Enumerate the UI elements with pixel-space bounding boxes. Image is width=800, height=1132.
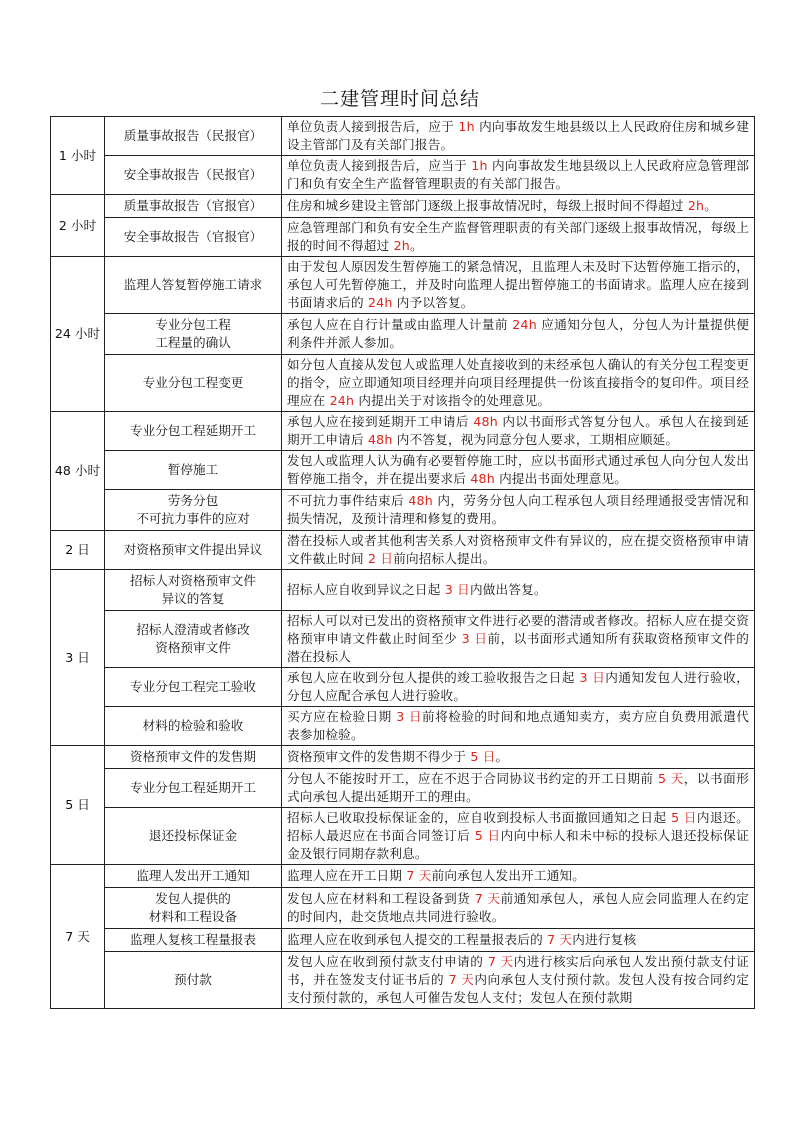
item-cell <box>105 156 282 195</box>
item-cell <box>105 314 282 355</box>
description-text: 监理人应在开工日期 <box>287 868 407 883</box>
deadline-highlight: 24h <box>329 393 355 408</box>
deadline-highlight: 2h <box>687 198 705 213</box>
item-cell <box>105 769 282 808</box>
description-text: 内向承包人支付预付款。发包人没有按合同约定支付预付款的，承包人可催告发包人支付；发包人在预付款期 <box>287 972 750 1005</box>
description-cell <box>282 451 755 490</box>
table-row <box>51 412 755 451</box>
item-line: 发包人提供的 <box>155 891 231 906</box>
description-text: 单位负责人接到报告后，应当于 <box>287 158 472 173</box>
description-text: 内向事故发生地县级以上人民政府应急管理部门和负有安全生产监督管理职责的有关部门报告。 <box>287 158 749 191</box>
description-text: 。 <box>704 198 718 213</box>
description-text: 内进行核实后向承包人发出预付款支付证书，并在签发支付证书后的 <box>287 954 749 987</box>
deadline-highlight: 2 日 <box>367 551 394 566</box>
description-cell <box>282 611 755 668</box>
item-line: 工程量的确认 <box>155 335 231 350</box>
deadline-highlight: 7 天 <box>474 891 501 906</box>
description-cell <box>282 952 755 1009</box>
item-cell <box>105 531 282 570</box>
deadline-highlight: 1h <box>471 158 488 173</box>
item-line: 质量事故报告（官报官） <box>123 198 263 213</box>
deadline-highlight: 5 日 <box>470 749 496 764</box>
item-line: 对资格预审文件提出异议 <box>123 542 263 557</box>
item-cell <box>105 865 282 888</box>
description-text: 不可抗力事件结束后 <box>287 493 409 508</box>
description-cell <box>282 707 755 746</box>
deadline-highlight: 5 日 <box>474 828 501 843</box>
description-text: 承包人应在自行计量或由监理人计量前 <box>287 317 513 332</box>
period-cell: 24 小时 <box>51 257 105 412</box>
item-cell <box>105 611 282 668</box>
description-text: 单位负责人接到报告后，应于 <box>287 119 459 134</box>
item-line: 暂停施工 <box>167 462 219 477</box>
description-cell <box>282 490 755 531</box>
item-line: 安全事故报告（官报官） <box>123 229 263 244</box>
item-line: 劳务分包 <box>167 493 219 508</box>
item-cell <box>105 929 282 952</box>
deadline-highlight: 7 天 <box>448 972 475 987</box>
description-text: 内通知发包人进行验收，分包人应配合承包人进行验收。 <box>287 670 749 703</box>
table-row <box>51 769 755 808</box>
period-cell: 3 日 <box>51 570 105 746</box>
item-cell <box>105 952 282 1009</box>
description-text: 招标人已收取投标保证金的，应自收到投标人书面撤回通知之日起 <box>287 810 672 825</box>
description-text: 内退还。招标人最迟应在书面合同签订后 <box>287 810 749 843</box>
table-row <box>51 490 755 531</box>
description-text: 招标人可以对已发出的资格预审文件进行必要的潜清或者修改。招标人应在提交资格预审申请文件截止时间至少 <box>287 613 749 646</box>
description-cell <box>282 531 755 570</box>
description-cell <box>282 865 755 888</box>
description-cell <box>282 668 755 707</box>
item-cell <box>105 707 282 746</box>
description-cell <box>282 570 755 611</box>
description-cell <box>282 888 755 929</box>
period-cell: 7 天 <box>51 865 105 1009</box>
description-text: 潜在投标人或者其他利害关系人对资格预审文件有异议的，应在提交资格预审申请文件截止时间 <box>287 533 749 566</box>
table-row <box>51 218 755 257</box>
item-line: 资格预审文件 <box>155 640 231 655</box>
description-text: 承包人应在收到分包人提供的竣工验收报告之日起 <box>287 670 580 685</box>
description-text: 发包人应在收到预付款支付申请的 <box>287 954 488 969</box>
description-text: 买方应在检验日期 <box>287 709 397 724</box>
item-line: 专业分包工程完工验收 <box>130 679 256 694</box>
time-summary-table <box>50 116 755 1009</box>
description-text: 内以书面形式答复分包人。承包人在接到延期开工申请后 <box>287 414 749 447</box>
item-line: 专业分包工程延期开工 <box>130 780 256 795</box>
description-cell <box>282 117 755 156</box>
item-line: 质量事故报告（民报官） <box>123 128 263 143</box>
description-text: 应通知分包人，分包人为计量提供便利条件并派人参加。 <box>287 317 750 350</box>
item-cell <box>105 195 282 218</box>
table-row <box>51 355 755 412</box>
table-row <box>51 156 755 195</box>
item-line: 监理人发出开工通知 <box>136 868 250 883</box>
deadline-highlight: 24h <box>367 295 393 310</box>
item-line: 异议的答复 <box>161 591 225 606</box>
item-line: 专业分包工程延期开工 <box>130 423 256 438</box>
table-row <box>51 808 755 865</box>
description-text: 内予以答复。 <box>392 295 474 310</box>
deadline-highlight: 2h <box>393 238 410 253</box>
table-row <box>51 668 755 707</box>
item-cell <box>105 218 282 257</box>
description-text: 资格预审文件的发售期不得少于 <box>287 749 471 764</box>
description-text: 内不答复，视为同意分包人要求，工期相应顺延。 <box>392 432 679 447</box>
description-text: 分包人不能按时开工，应在不迟于合同协议书约定的开工日期前 <box>287 771 659 786</box>
item-line: 专业分包工程 <box>155 317 231 332</box>
table-row <box>51 888 755 929</box>
table-row <box>51 570 755 611</box>
deadline-highlight: 7 天 <box>487 954 514 969</box>
table-row <box>51 929 755 952</box>
item-cell <box>105 570 282 611</box>
description-text: ，以书面形式向承包人提出延期开工的理由。 <box>287 771 749 804</box>
item-cell <box>105 117 282 156</box>
item-line: 招标人对资格预审文件 <box>130 573 256 588</box>
description-text: 内提出书面处理意见。 <box>494 471 628 486</box>
item-line: 材料和工程设备 <box>148 909 238 924</box>
deadline-highlight: 3 日 <box>444 582 470 597</box>
description-text: 由于发包人原因发生暂停施工的紧急情况，且监理人未及时下达暂停施工指示的，承包人可先暂停施工，并及时向监理人提出暂停施工的书面请求。监理人应在接到书面请求后的 <box>287 259 749 310</box>
table-row <box>51 257 755 314</box>
table-row <box>51 531 755 570</box>
table-row <box>51 314 755 355</box>
description-text: 。 <box>409 238 423 253</box>
item-line: 招标人澄清或者修改 <box>136 622 250 637</box>
description-cell <box>282 769 755 808</box>
description-text: 前向承包人发出开工通知。 <box>431 868 586 883</box>
item-line: 退还投标保证金 <box>148 828 238 843</box>
description-text: 前向招标人提出。 <box>393 551 496 566</box>
description-text: 。 <box>495 749 509 764</box>
deadline-highlight: 7 天 <box>547 932 573 947</box>
item-cell <box>105 490 282 531</box>
description-cell <box>282 929 755 952</box>
table-row <box>51 451 755 490</box>
description-cell <box>282 257 755 314</box>
item-line: 监理人答复暂停施工请求 <box>123 277 263 292</box>
description-text: 发包人或监理人认为确有必要暂停施工时，应以书面形式通过承包人向分包人发出暂停施工指令，并在提出要求后 <box>287 453 749 486</box>
item-cell <box>105 668 282 707</box>
item-line: 安全事故报告（民报官） <box>123 167 263 182</box>
table-row <box>51 865 755 888</box>
table-body <box>51 117 755 1009</box>
description-cell <box>282 808 755 865</box>
item-line: 不可抗力事件的应对 <box>136 511 250 526</box>
description-text: 住房和城乡建设主管部门逐级上报事故情况时，每级上报时间不得超过 <box>287 198 688 213</box>
item-cell <box>105 888 282 929</box>
description-text: 前将检验的时间和地点通知卖方，卖方应自负费用派遣代表参加检验。 <box>287 709 750 742</box>
description-text: 内提出关于对该指令的处理意见。 <box>354 393 551 408</box>
deadline-highlight: 1h <box>458 119 475 134</box>
description-text: 发包人应在材料和工程设备到货 <box>287 891 475 906</box>
item-cell <box>105 257 282 314</box>
item-cell <box>105 808 282 865</box>
document-title: 二建管理时间总结 <box>319 88 480 110</box>
table-row <box>51 952 755 1009</box>
deadline-highlight: 5 天 <box>658 771 684 786</box>
item-line: 专业分包工程变更 <box>142 375 244 390</box>
deadline-highlight: 48h <box>408 493 433 508</box>
item-line: 预付款 <box>174 972 212 987</box>
item-cell <box>105 746 282 769</box>
item-line: 材料的检验和验收 <box>142 718 244 733</box>
table-row <box>51 707 755 746</box>
period-cell: 5 日 <box>51 746 105 865</box>
description-cell <box>282 195 755 218</box>
deadline-highlight: 48h <box>470 471 495 486</box>
table-row <box>51 611 755 668</box>
deadline-highlight: 7 天 <box>406 868 432 883</box>
period-cell: 48 小时 <box>51 412 105 531</box>
item-cell <box>105 412 282 451</box>
deadline-highlight: 24h <box>512 317 537 332</box>
deadline-highlight: 3 日 <box>396 709 423 724</box>
deadline-highlight: 3 日 <box>461 631 488 646</box>
description-cell <box>282 412 755 451</box>
deadline-highlight: 3 日 <box>579 670 606 685</box>
description-cell <box>282 746 755 769</box>
description-text: 招标人应自收到异议之日起 <box>287 582 445 597</box>
description-cell <box>282 218 755 257</box>
description-text: 如分包人直接从发包人或监理人处直接收到的未经承包人确认的有关分包工程变更的指令，应立即通知项目经理并向项目经理提供一份该直接指令的复印件。项目经理应在 <box>287 357 749 408</box>
description-text: 内向事故发生地县级以上人民政府住房和城乡建设主管部门及有关部门报告。 <box>287 119 749 152</box>
description-cell <box>282 314 755 355</box>
description-text: 内做出答复。 <box>469 582 547 597</box>
description-cell <box>282 156 755 195</box>
description-text: 前，以书面形式通知所有获取资格预审文件的潜在投标人 <box>287 631 749 664</box>
description-text: 应急管理部门和负有安全生产监督管理职责的有关部门逐级上报事故情况，每级上报的时间不得超过 <box>287 220 749 253</box>
period-cell: 2 小时 <box>51 195 105 257</box>
item-cell <box>105 451 282 490</box>
item-line: 资格预审文件的发售期 <box>130 749 256 764</box>
description-text: 内进行复核 <box>572 932 637 947</box>
deadline-highlight: 48h <box>367 432 393 447</box>
item-cell <box>105 355 282 412</box>
deadline-highlight: 5 日 <box>671 810 697 825</box>
description-text: 监理人应在收到承包人提交的工程量报表后的 <box>287 932 548 947</box>
period-cell: 2 日 <box>51 531 105 570</box>
table-row <box>51 117 755 156</box>
table-row <box>51 195 755 218</box>
description-text: 承包人应在接到延期开工申请后 <box>287 414 474 429</box>
deadline-highlight: 48h <box>473 414 498 429</box>
item-line: 监理人复核工程量报表 <box>130 932 256 947</box>
description-text: 内向中标人和未中标的投标人退还投标保证金及银行同期存款利息。 <box>287 828 749 861</box>
description-text: 前通知承包人，承包人应会同监理人在约定的时间内，赴交货地点共同进行验收。 <box>287 891 749 924</box>
description-text: 内，劳务分包人向工程承包人项目经理通报受害情况和损失情况，及预计清理和修复的费用。 <box>287 493 749 526</box>
description-cell <box>282 355 755 412</box>
period-cell: 1 小时 <box>51 117 105 195</box>
table-row <box>51 746 755 769</box>
